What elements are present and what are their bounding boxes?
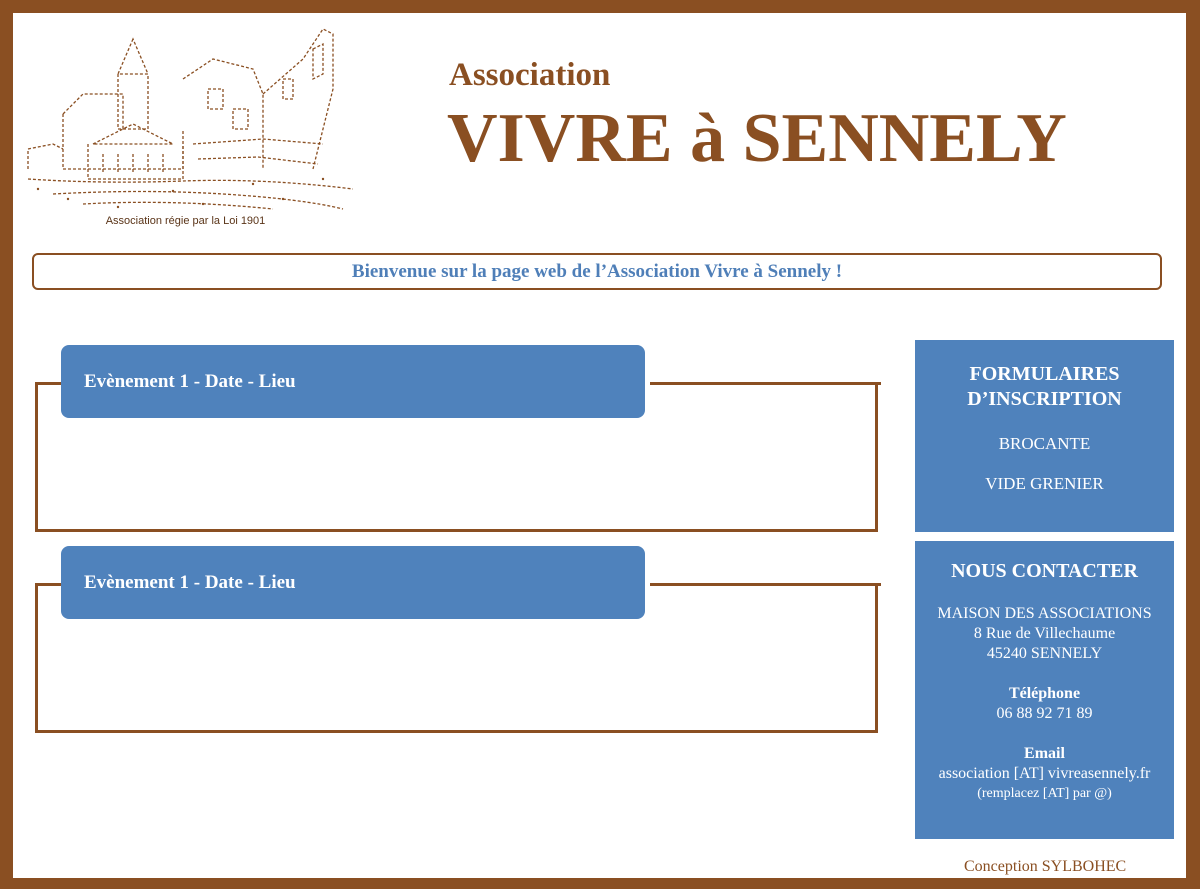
email-note: (remplacez [AT] par @) [977,786,1112,801]
phone-label: Téléphone [1008,685,1081,702]
welcome-banner: Bienvenue sur la page web de l’Association Vivre à Sennely ! [32,253,1162,290]
site-title: VIVRE à SENNELY [447,100,1067,177]
vide-grenier-link[interactable]: VIDE GRENIER [985,474,1104,493]
email-label: Email [1024,745,1065,762]
email-address[interactable]: association [AT] vivreasennely.fr [938,765,1151,782]
church-sketch-icon [23,19,353,219]
event-title-1[interactable]: Evènement 1 - Date - Lieu [61,345,645,418]
page-container [13,13,1186,878]
forms-title [915,362,1174,412]
contact-address [915,604,1174,664]
forms-title-line1: FORMULAIRES [969,363,1120,385]
address-line: 45240 SENNELY [986,645,1103,662]
contact-box [915,541,1174,839]
phone-number[interactable]: 06 88 92 71 89 [996,705,1093,722]
address-line: 8 Rue de Villechaume [973,625,1116,642]
contact-email [915,744,1174,804]
contact-title: NOUS CONTACTER [951,560,1138,582]
event-title-2[interactable]: Evènement 1 - Date - Lieu [61,546,645,619]
forms-title-line2: D’INSCRIPTION [967,388,1122,410]
frame-line [650,583,881,586]
site-subtitle: Association [449,57,611,93]
church-sketch-logo [23,19,353,219]
logo-caption: Association régie par la Loi 1901 [105,215,266,227]
footer-credit: Conception SYLBOHEC [964,858,1127,875]
contact-phone [915,684,1174,724]
registration-forms-box [915,340,1174,532]
brocante-link[interactable]: BROCANTE [998,434,1091,453]
frame-line [650,382,881,385]
address-line: MAISON DES ASSOCIATIONS [937,605,1152,622]
